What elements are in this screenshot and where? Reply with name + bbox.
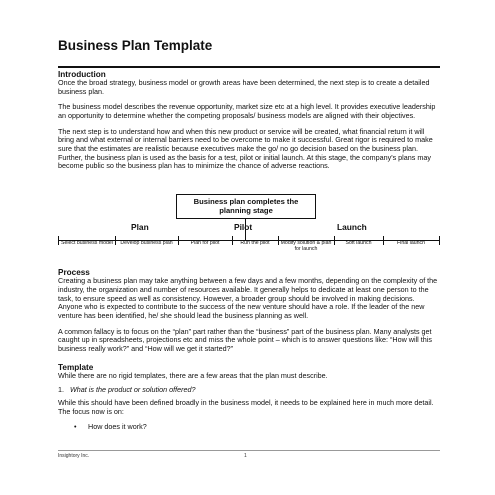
numbered-item <box>58 386 440 395</box>
process-heading: Process <box>58 268 90 277</box>
step-label: Run the pilot <box>240 240 270 246</box>
step-label: Soft launch <box>345 240 372 246</box>
footer-company: Insightory Inc. <box>58 453 90 459</box>
bullet-text: How does it work? <box>88 421 147 431</box>
callout-box: Business plan completes the planning stage <box>176 194 316 219</box>
item-text: What is the product or solution offered? <box>70 384 196 394</box>
timeline-tick <box>439 236 440 245</box>
timeline-tick <box>278 236 279 245</box>
step-label: Plan for pilot <box>190 240 220 246</box>
step-label: Modify solution & plan for launch <box>280 240 332 252</box>
title-divider <box>58 66 440 68</box>
bullet-dot-icon: • <box>74 421 77 431</box>
phase-launch-label: Launch <box>337 222 367 232</box>
footer-page-number: 1 <box>244 453 247 459</box>
timeline-tick <box>334 236 335 245</box>
document-title: Business Plan Template <box>58 38 213 53</box>
footer-divider <box>58 450 440 451</box>
intro-paragraph-2: The business model describes the revenue opportunity, market size etc at a high level. It provides executive leadership an opportunity to determine whether the competing proposals/ business models are aligned with their objectives. <box>58 102 436 120</box>
timeline-tick <box>178 236 179 245</box>
bullet-item <box>58 423 440 432</box>
item-number: 1. <box>58 384 64 394</box>
timeline-tick <box>383 236 384 245</box>
step-label: Develop business plan <box>120 240 173 246</box>
timeline-tick <box>115 236 116 245</box>
template-heading: Template <box>58 362 94 372</box>
process-paragraph-1: Creating a business plan may take anything between a few days and a few months, depending on the complexity of the industry, the organization and number of resources available. It generally helps to dedicate at least one person to the task, to ensure speed as well as consistency. However, a broader group should be involved in making decisions. Anyone who is expected to contribute to the success of the new venture should have a role. If the leader of the new venture has been identified, he/ she should lead the business planning as well. <box>58 276 438 321</box>
document-page <box>58 38 440 171</box>
process-paragraph-2: A common fallacy is to focus on the “plan” part rather than the “business” part of the business plan. Many analysts get caught up in spreadsheets, projections etc and miss the whole point – which is to answer questions like: “How will this business really work?” and “How will we get it started?” <box>58 326 432 354</box>
intro-paragraph-3: The next step is to understand how and when this new product or service will be created, what financial return it will bring and what external or internal barriers need to be overcome to make it successful. Great rigor is required to make sure that the estimates are realistic because executives make the go/ no go decision based on the business plan. Further, the business plan is used as the basis for a test, pilot or initial launch. At this stage, the company's plans may become public so the business plan has to minimize the chance of adverse reactions. <box>58 126 433 171</box>
template-paragraph-1: While there are no rigid templates, there are a few areas that the plan must describe. <box>58 371 328 381</box>
document-body-lower <box>58 268 440 432</box>
step-label: Final launch <box>397 240 425 246</box>
phase-plan-label: Plan <box>131 222 149 232</box>
template-paragraph-2: While this should have been defined broadly in the business model, it needs to be explained here in much more detail. The focus now is on: <box>58 398 434 417</box>
intro-paragraph-1: Once the broad strategy, business model or growth areas have been determined, the next step is to create a detailed business plan. <box>58 77 430 96</box>
phase-pilot-label: Pilot <box>234 222 253 232</box>
step-label: Select business model <box>61 240 113 246</box>
timeline-tick <box>58 236 59 245</box>
intro-heading: Introduction <box>58 69 106 79</box>
